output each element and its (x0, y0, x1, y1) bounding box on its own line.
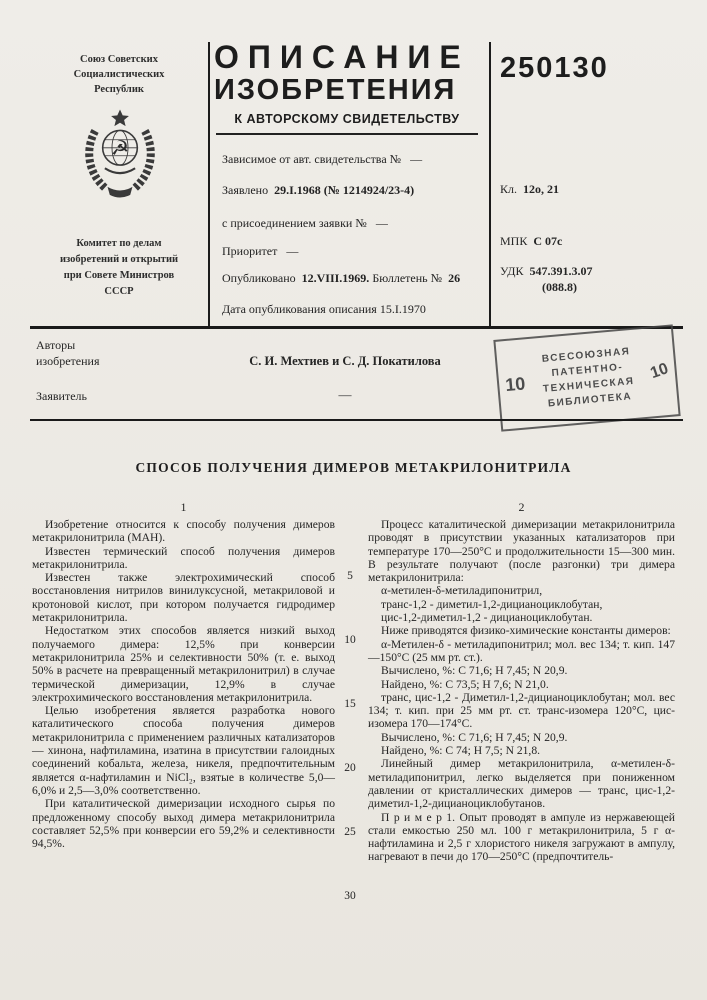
paragraph: α-метилен-δ-метиладипонитрил, (381, 584, 543, 598)
stamp-text-line: ПАТЕНТНО- (551, 361, 624, 380)
paragraph: транс, цис-1,2 - Диметил-1,2-дицианоциклобутан; мол. вес 134; т. кип. при 25 мм рт. ст. транс-изомера 120°С, цис-изомера 170—174°С. (368, 690, 675, 731)
published-bulletin-label: Бюллетень № (372, 271, 443, 285)
mpk-value: С 07с (533, 234, 563, 248)
stamp-number-right: 10 (648, 360, 671, 383)
paragraph: Известен термический способ получения димеров метакрилонитрила. (32, 544, 335, 571)
paragraph: α-Метилен-δ - метиладипонитрил; мол. вес 134; т. кип. 147—150°С (25 мм рт. ст.). (368, 637, 675, 664)
publication-description-date-row: Дата опубликования описания 15.I.1970 (222, 302, 426, 316)
published-row (222, 271, 487, 286)
paragraph: транс-1,2 - диметил-1,2-дицианоциклобутан, (381, 597, 603, 611)
country-line: Союз Советских (80, 54, 158, 65)
udk-row (500, 264, 592, 279)
paragraph: Известен также электрохимический способ восстановления нитрилов винилуксусной, метакриловой и кротоновой кислот, при котором получается гидродимер метакрилонитрила. (32, 571, 335, 625)
applicant-value: — (338, 387, 352, 402)
priority-row (222, 244, 487, 259)
svg-text:☭: ☭ (110, 135, 130, 160)
column-2-number: 2 (518, 500, 525, 514)
authors-label (36, 337, 99, 369)
author-names: С. И. Мехтиев и С. Д. Покатилова (249, 354, 441, 368)
udk-value-line2: (088.8) (542, 280, 577, 294)
library-stamp (493, 324, 680, 431)
authors-band-bottom-rule (30, 419, 683, 421)
mpk-label: МПК (500, 234, 528, 248)
header-vertical-divider-left (208, 42, 210, 326)
committee-line: СССР (104, 286, 134, 297)
issuing-country (30, 52, 208, 97)
published-date: 12.VIII.1969. (301, 271, 370, 285)
header-vertical-divider-right (489, 42, 491, 326)
stamp-text-line: ВСЕСОЮЗНАЯ (541, 346, 631, 365)
authors-label-line: изобретения (36, 354, 100, 368)
paragraph: Найдено, %: С 74; Н 7,5; N 21,8. (381, 744, 541, 758)
document-type-title-line1: ОПИСАНИЕ (214, 39, 470, 75)
paragraph: Изобретение относится к способу получения димеров метакрилонитрила (МАН). (32, 518, 335, 545)
document-type-title-line2: ИЗОБРЕТЕНИЯ (214, 74, 457, 106)
line-number-30: 30 (344, 890, 356, 902)
paragraph: Процесс каталитической димеризации метакрилонитрила проводят в присутствии указанных катализаторов при температуре 170—250°С и продолжительности 15—300 мин. В результате получают (после разгонки) три димера метакрилонитрила: (368, 518, 675, 585)
header-bottom-rule (30, 326, 683, 329)
priority-label: Приоритет (222, 244, 278, 258)
line-number-5: 5 (347, 570, 353, 582)
committee-line: Комитет по делам (76, 238, 162, 249)
published-bulletin-number: 26 (448, 271, 461, 285)
authors-label-line: Авторы (36, 338, 76, 352)
paragraph: Целью изобретения является разработка нового каталитического способа получения димеров метакрилонитрила с применением различных катализаторов — хинона, нафтиламина, изатина в присутствии галоидных соединений кобальта, железа, никеля, предпочтительным является α-нафтиламин и NiCl₂, взятые в количестве 5,0—6,0% и 2,5—3,0% соответственно. (32, 704, 335, 797)
dependent-label: Зависимое от авт. свидетельства № (222, 152, 402, 166)
body-column-1 (32, 518, 335, 850)
ussr-state-emblem-icon (80, 98, 160, 210)
paragraph: Ниже приводятся физико-химические константы димеров: (381, 624, 671, 638)
paragraph: П р и м е р 1. Опыт проводят в ампуле из нержавеющей стали емкостью 250 мл. 100 г метакрилонитрила, 5 г α-нафтиламина и 2,5 г хлористого никеля загружают в ампулу, нагревают в печи до 170—250°С (предпочтитель- (368, 810, 675, 864)
line-number-10: 10 (344, 634, 356, 646)
invention-title: СПОСОБ ПОЛУЧЕНИЯ ДИМЕРОВ МЕТАКРИЛОНИТРИЛА (135, 460, 572, 475)
stamp-number-left: 10 (504, 372, 527, 395)
document-subtype: К АВТОРСКОМУ СВИДЕТЕЛЬСТВУ (216, 112, 478, 135)
committee-name (30, 236, 208, 300)
stamp-text-line: БИБЛИОТЕКА (547, 391, 633, 410)
udk-value: 547.391.3.07 (529, 264, 593, 278)
paragraph: При каталитической димеризации исходного сырья по предложенному способу выход димера метакрилонитрила составляет 52,5% при конверсии его 59,2% и селективности 94,5%. (32, 797, 335, 851)
country-line: Республик (94, 84, 144, 95)
published-label: Опубликовано (222, 271, 296, 285)
joined-value: — (375, 216, 388, 230)
applicant-label: Заявитель (36, 389, 87, 403)
stamp-text-line: ТЕХНИЧЕСКАЯ (542, 375, 635, 395)
line-number-25: 25 (344, 826, 356, 838)
line-number-15: 15 (344, 698, 356, 710)
paragraph: Найдено, %: С 73,5; Н 7,6; N 21,0. (381, 677, 549, 691)
committee-line: изобретений и открытий (59, 254, 179, 265)
class-label: Кл. (500, 182, 517, 196)
stamp-text (523, 343, 654, 414)
paragraph: Линейный димер метакрилонитрила, α-метилен-δ-метиладипонитрил, легко выделяется при пониженном давлении от кристаллических димеров — транс, цис-1,2-диметил-1,2-дицианоциклобутанов. (368, 757, 675, 811)
patent-number: 250130 (500, 52, 609, 84)
filing-row (222, 183, 487, 198)
paragraph: Вычислено, %: С 71,6; Н 7,45; N 20,9. (381, 730, 568, 744)
paragraph: Недостатком этих способов является низкий выход получаемого димера: 12,5% при конверсии метакрилонитрила 25% и селективности 50% (т. е. выход 50% в расчете на превращенный метакрилонитрил) в случае термической димеризации, 12,9% в случае электрохимического восстановления метакрилонитрила. (32, 624, 335, 704)
committee-line: при Совете Министров (63, 270, 175, 281)
body-column-2 (368, 518, 675, 864)
paragraph: цис-1,2-диметил-1,2 - дицианоциклобутан. (381, 611, 593, 625)
dependent-value: — (410, 152, 423, 166)
column-1-number: 1 (180, 500, 187, 514)
filed-value: 29.I.1968 (№ 1214924/23-4) (274, 183, 415, 197)
country-line: Социалистических (73, 69, 165, 80)
paragraph: Вычислено, %: С 71,6; Н 7,45; N 20,9. (381, 664, 568, 678)
joined-label: с присоединением заявки № (222, 216, 367, 230)
udk-label: УДК (500, 264, 524, 278)
mpk-row (500, 234, 562, 249)
priority-value: — (286, 244, 299, 258)
line-number-20: 20 (344, 762, 356, 774)
joined-application-row (222, 216, 487, 231)
dependent-certificate-row (222, 152, 487, 167)
class-value: 12о, 21 (523, 182, 559, 196)
filed-label: Заявлено (222, 183, 269, 197)
class-row (500, 182, 559, 197)
